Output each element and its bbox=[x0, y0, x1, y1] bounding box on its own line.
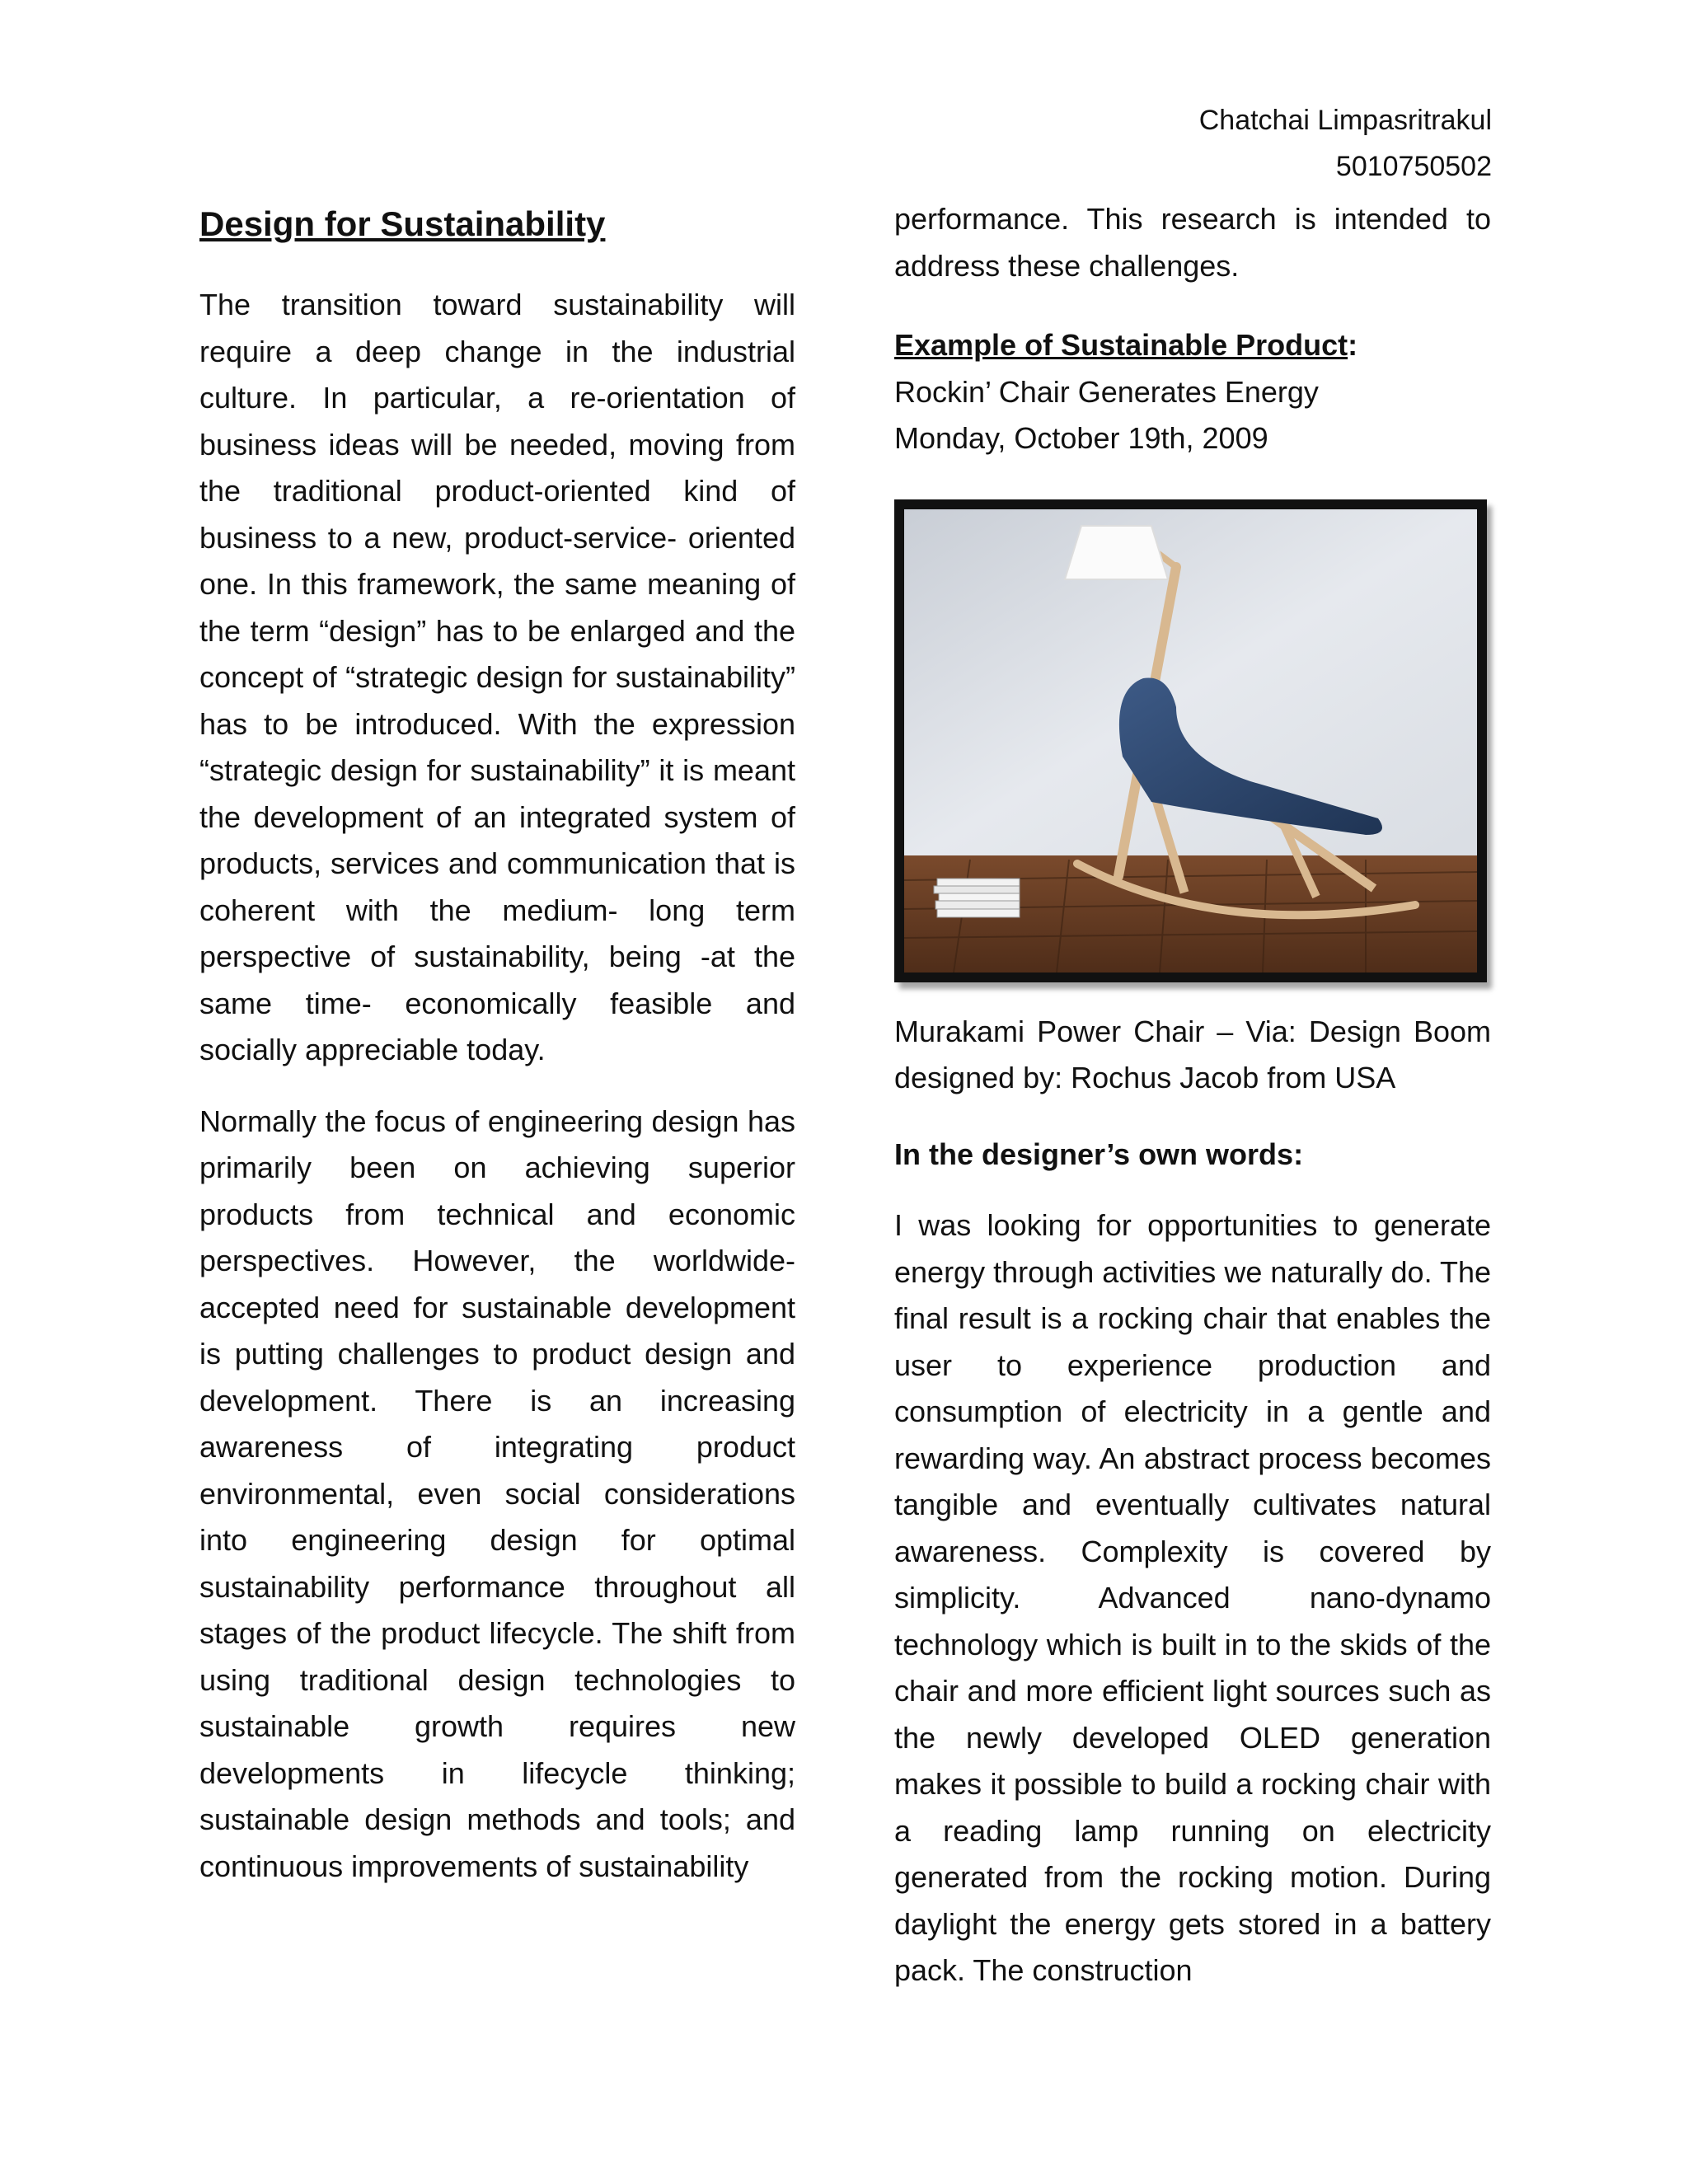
page-header bbox=[1199, 97, 1492, 190]
page-title: Design for Sustainability bbox=[199, 204, 606, 243]
continued-paragraph: performance. This research is intended to address these challenges. bbox=[894, 202, 1491, 283]
example-heading-text: Example of Sustainable Product bbox=[894, 328, 1348, 362]
student-id: 5010750502 bbox=[1335, 151, 1492, 182]
designer-quote: I was looking for opportunities to generate energy through activities we naturally do. The final result is a rocking chair that enables the user to experience production and consumption of electricity in a gentle and rewarding way. An abstract process becomes tangible and eventually cultivates natural awareness. Complexity is covered by simplicity. Advanced nano-dynamo technology which is built in to the skids of the chair and more efficient light sources such as the newly developed OLED generation makes it possible to build a rocking chair with a reading lamp running on electricity generated from the rocking motion. During daylight the energy gets stored in a battery pack. The construction bbox=[894, 1208, 1491, 1987]
right-column bbox=[894, 196, 1491, 2019]
intro-paragraph: The transition toward sustainability will require a deep change in the industrial culture. In particular, a re-orientation of business ideas will be needed, moving from the traditional product-oriented kind of business to a new, product-service- oriented one. In this framework, the same meaning of the term “design” has to be enlarged and the concept of “strategic design for sustainability” has to be introduced. With the expression “strategic design for sustainability” it is meant the development of an integrated system of products, services and communication that is coherent with the medium- long term perspective of sustainability, being -at the same time- economically feasible and socially appreciable today. bbox=[199, 288, 795, 1066]
book-stack bbox=[934, 879, 1020, 917]
left-column bbox=[199, 194, 795, 1915]
example-heading bbox=[894, 322, 1491, 369]
author-name: Chatchai Limpasritrakul bbox=[1198, 105, 1492, 136]
chair-photo bbox=[894, 499, 1487, 982]
product-name: Rockin’ Chair Generates Energy bbox=[894, 374, 1319, 409]
photo-caption: Murakami Power Chair – Via: Design Boom designed by: Rochus Jacob from USA bbox=[894, 1014, 1491, 1094]
engineering-paragraph: Normally the focus of engineering design has primarily been on achieving superior products from technical and economic perspectives. However, the worldwide-accepted need for sustainable development is putting challenges to product design and development. There is an increasing awareness of integrating product environmental, even social considerations into engineering design for optimal sustainability performance throughout all stages of the product lifecycle. The shift from using traditional design technologies to sustainable growth requires new developments in lifecycle thinking; sustainable design methods and tools; and continuous improvements of sustainability bbox=[199, 1104, 795, 1883]
example-heading-colon: : bbox=[1348, 328, 1358, 362]
lamp-shade bbox=[1065, 526, 1168, 579]
designer-words-heading: In the designer’s own words: bbox=[894, 1137, 1304, 1171]
article-date: Monday, October 19th, 2009 bbox=[894, 421, 1268, 455]
rocking-chair-illustration bbox=[904, 509, 1477, 972]
